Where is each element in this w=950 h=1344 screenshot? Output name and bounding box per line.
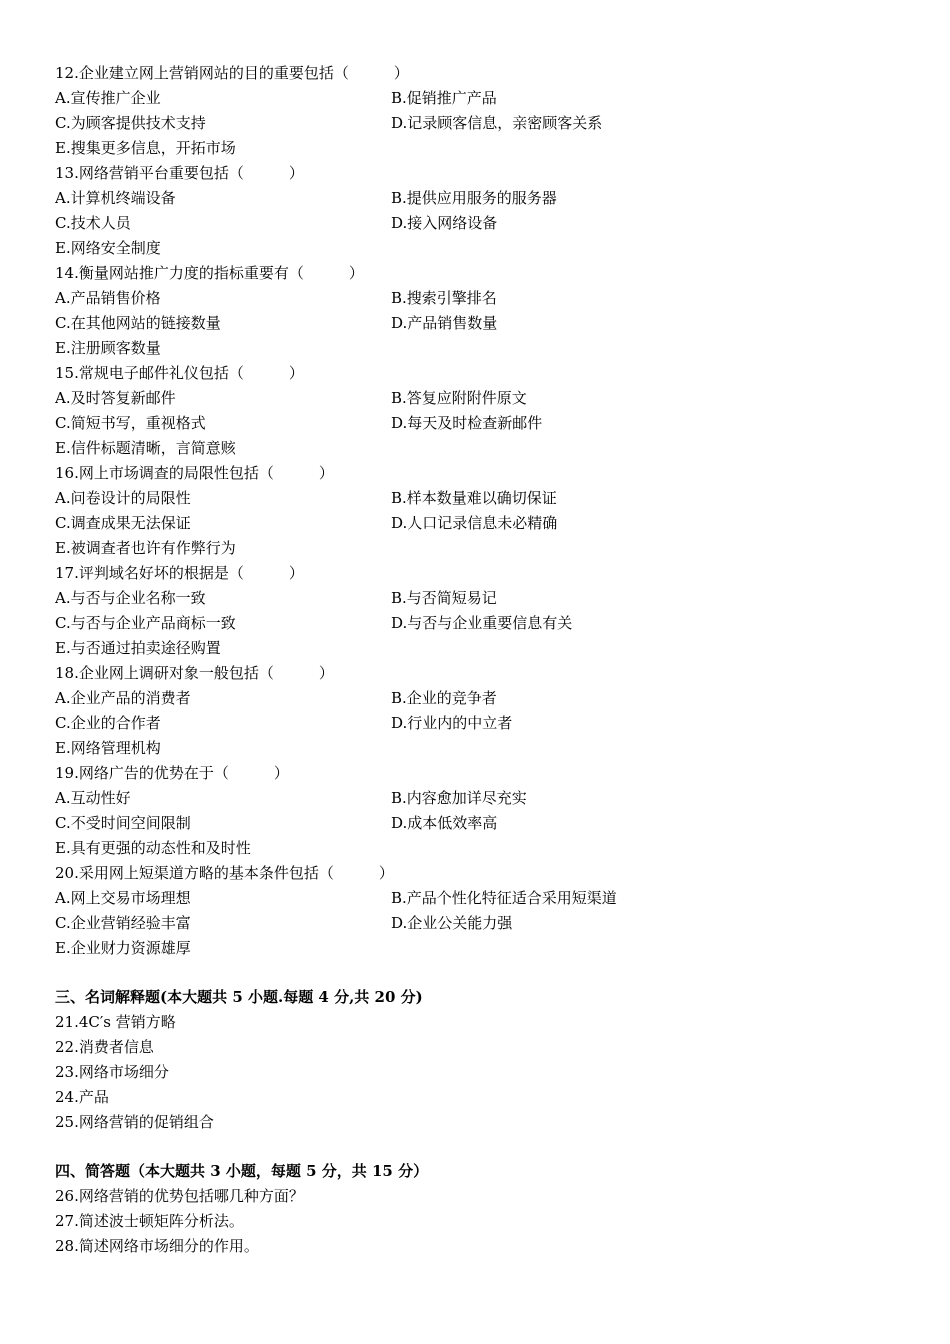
option-e: E.网络管理机构: [55, 739, 161, 757]
option-row: [55, 311, 915, 336]
option-row: [55, 786, 915, 811]
option-d: D.人口记录信息未必精确: [391, 514, 558, 532]
term-item: 22.消费者信息: [55, 1038, 154, 1056]
option-row: [55, 811, 915, 836]
option-row: [55, 186, 915, 211]
option-b: B.产品个性化特征适合采用短渠道: [391, 889, 617, 907]
option-d: D.成本低效率高: [391, 814, 498, 832]
option-row: [55, 386, 915, 411]
option-a: A.及时答复新邮件: [55, 389, 176, 407]
option-row: [55, 86, 915, 111]
option-row: [55, 886, 915, 911]
option-row: [55, 511, 915, 536]
exam-page: [55, 61, 915, 1259]
option-d: D.行业内的中立者: [391, 714, 513, 732]
section-title-terms: 三、名词解释题(本大题共 5 小题.每题 4 分,共 20 分): [55, 988, 423, 1006]
short-answer-item: 26.网络营销的优势包括哪几种方面？: [55, 1187, 304, 1205]
option-b: B.内容愈加详尽充实: [391, 789, 527, 807]
option-row: [55, 586, 915, 611]
option-a: A.与否与企业名称一致: [55, 589, 206, 607]
option-c: C.调查成果无法保证: [55, 514, 191, 532]
option-c: C.企业营销经验丰富: [55, 914, 191, 932]
option-b: B.搜索引擎排名: [391, 289, 497, 307]
question-18: 18.企业网上调研对象一般包括（ ）: [55, 664, 334, 682]
short-answer-item: 28.简述网络市场细分的作用。: [55, 1237, 259, 1255]
option-c: C.企业的合作者: [55, 714, 161, 732]
option-e: E.具有更强的动态性和及时性: [55, 839, 251, 857]
option-row: [55, 286, 915, 311]
question-15: 15.常规电子邮件礼仪包括（ ）: [55, 364, 304, 382]
option-d: D.产品销售数量: [391, 314, 498, 332]
option-c: C.不受时间空间限制: [55, 814, 191, 832]
term-item: 21.4C′s 营销方略: [55, 1013, 176, 1031]
question-14: 14.衡量网站推广力度的指标重要有（ ）: [55, 264, 364, 282]
option-a: A.互动性好: [55, 789, 131, 807]
option-row: [55, 211, 915, 236]
option-row: [55, 611, 915, 636]
question-20: 20.采用网上短渠道方略的基本条件包括（ ）: [55, 864, 394, 882]
option-e: E.注册顾客数量: [55, 339, 161, 357]
option-e: E.网络安全制度: [55, 239, 161, 257]
option-row: [55, 911, 915, 936]
term-item: 25.网络营销的促销组合: [55, 1113, 214, 1131]
short-answer-item: 27.简述波士顿矩阵分析法。: [55, 1212, 244, 1230]
option-a: A.计算机终端设备: [55, 189, 176, 207]
option-a: A.问卷设计的局限性: [55, 489, 191, 507]
option-b: B.答复应附附件原文: [391, 389, 527, 407]
option-b: B.提供应用服务的服务器: [391, 189, 557, 207]
option-b: B.与否简短易记: [391, 589, 497, 607]
option-d: D.企业公关能力强: [391, 914, 513, 932]
option-row: [55, 411, 915, 436]
option-row: [55, 686, 915, 711]
option-b: B.样本数量难以确切保证: [391, 489, 557, 507]
option-c: C.在其他网站的链接数量: [55, 314, 221, 332]
question-12: 12.企业建立网上营销网站的目的重要包括（ ）: [55, 64, 409, 82]
option-d: D.记录顾客信息，亲密顾客关系: [391, 114, 603, 132]
option-a: A.企业产品的消费者: [55, 689, 191, 707]
question-17: 17.评判域名好坏的根据是（ ）: [55, 564, 304, 582]
option-a: A.产品销售价格: [55, 289, 161, 307]
option-b: B.企业的竞争者: [391, 689, 497, 707]
option-d: D.每天及时检查新邮件: [391, 414, 543, 432]
option-row: [55, 486, 915, 511]
option-a: A.网上交易市场理想: [55, 889, 191, 907]
section-spacer: [55, 961, 915, 985]
option-d: D.接入网络设备: [391, 214, 498, 232]
option-e: E.被调查者也许有作弊行为: [55, 539, 236, 557]
option-c: C.技术人员: [55, 214, 131, 232]
option-c: C.与否与企业产品商标一致: [55, 614, 236, 632]
term-item: 23.网络市场细分: [55, 1063, 169, 1081]
section-spacer: [55, 1135, 915, 1159]
option-c: C.简短书写，重视格式: [55, 414, 206, 432]
option-b: B.促销推广产品: [391, 89, 497, 107]
option-d: D.与否与企业重要信息有关: [391, 614, 573, 632]
question-19: 19.网络广告的优势在于（ ）: [55, 764, 289, 782]
option-a: A.宣传推广企业: [55, 89, 161, 107]
option-row: [55, 711, 915, 736]
question-13: 13.网络营销平台重要包括（ ）: [55, 164, 304, 182]
option-e: E.企业财力资源雄厚: [55, 939, 191, 957]
option-c: C.为顾客提供技术支持: [55, 114, 206, 132]
section-title-short-answer: 四、简答题（本大题共 3 小题，每题 5 分，共 15 分）: [55, 1162, 429, 1180]
option-row: [55, 111, 915, 136]
option-e: E.与否通过拍卖途径购置: [55, 639, 221, 657]
option-e: E.搜集更多信息，开拓市场: [55, 139, 236, 157]
term-item: 24.产品: [55, 1088, 109, 1106]
question-16: 16.网上市场调查的局限性包括（ ）: [55, 464, 334, 482]
option-e: E.信件标题清晰，言简意赅: [55, 439, 236, 457]
